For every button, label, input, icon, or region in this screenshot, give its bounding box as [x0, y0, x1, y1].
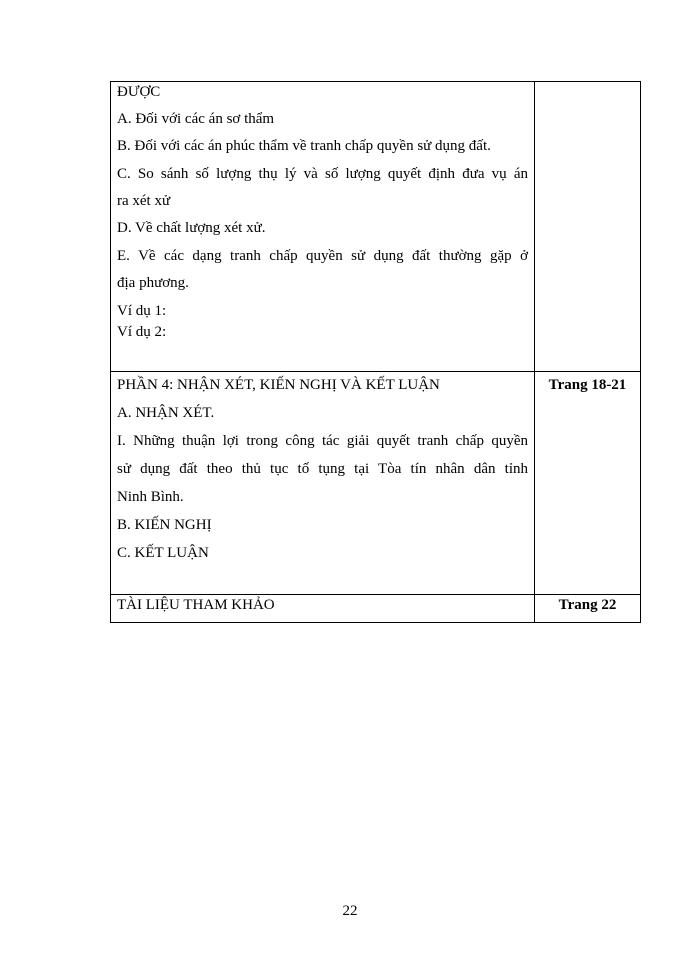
toc-entry: B. KIẾN NGHỊ — [117, 517, 212, 533]
section-heading: PHẦN 4: NHẬN XÉT, KIẾN NGHỊ VÀ KẾT LUẬN — [117, 377, 440, 393]
toc-entry: ra xét xử — [117, 193, 171, 209]
toc-content-cell — [111, 372, 535, 595]
toc-page-cell — [535, 372, 641, 595]
section-heading: TÀI LIỆU THAM KHẢO — [117, 597, 275, 613]
toc-entry: C. So sánh số lượng thụ lý và số lượng quyết định đưa vụ án — [117, 166, 528, 182]
toc-row — [111, 82, 641, 372]
toc-content-cell — [111, 82, 535, 372]
toc-entry: Ninh Bình. — [117, 489, 184, 505]
toc-page-cell — [535, 595, 641, 623]
example-label: Ví dụ 2: — [117, 324, 167, 340]
toc-entry: B. Đối với các án phúc thẩm về tranh chấp quyền sử dụng đất. — [117, 138, 491, 154]
page-ref: Trang 22 — [558, 597, 617, 613]
toc-entry: A. Đối với các án sơ thẩm — [117, 111, 275, 127]
heading-continuation: ĐƯỢC — [117, 84, 161, 100]
page-number: 22 — [342, 903, 358, 919]
toc-entry: I. Những thuận lợi trong công tác giải quyết tranh chấp quyền — [117, 433, 528, 449]
toc-entry: A. NHẬN XÉT. — [117, 405, 215, 421]
toc-content-cell — [111, 595, 535, 623]
toc-entry: sử dụng đất theo thủ tục tố tụng tại Tòa tín nhân dân tỉnh — [117, 461, 528, 477]
toc-page-cell — [535, 82, 641, 372]
table-of-contents — [110, 81, 641, 623]
toc-entry: E. Về các dạng tranh chấp quyền sử dụng đất thường gặp ở — [117, 248, 528, 264]
toc-entry: địa phương. — [117, 275, 189, 291]
page-ref: Trang 18-21 — [548, 377, 627, 393]
page-ref — [535, 82, 640, 86]
example-label: Ví dụ 1: — [117, 303, 167, 319]
toc-entry: C. KẾT LUẬN — [117, 545, 209, 561]
toc-entry: D. Về chất lượng xét xử. — [117, 220, 266, 236]
toc-row — [111, 595, 641, 623]
toc-row — [111, 372, 641, 595]
